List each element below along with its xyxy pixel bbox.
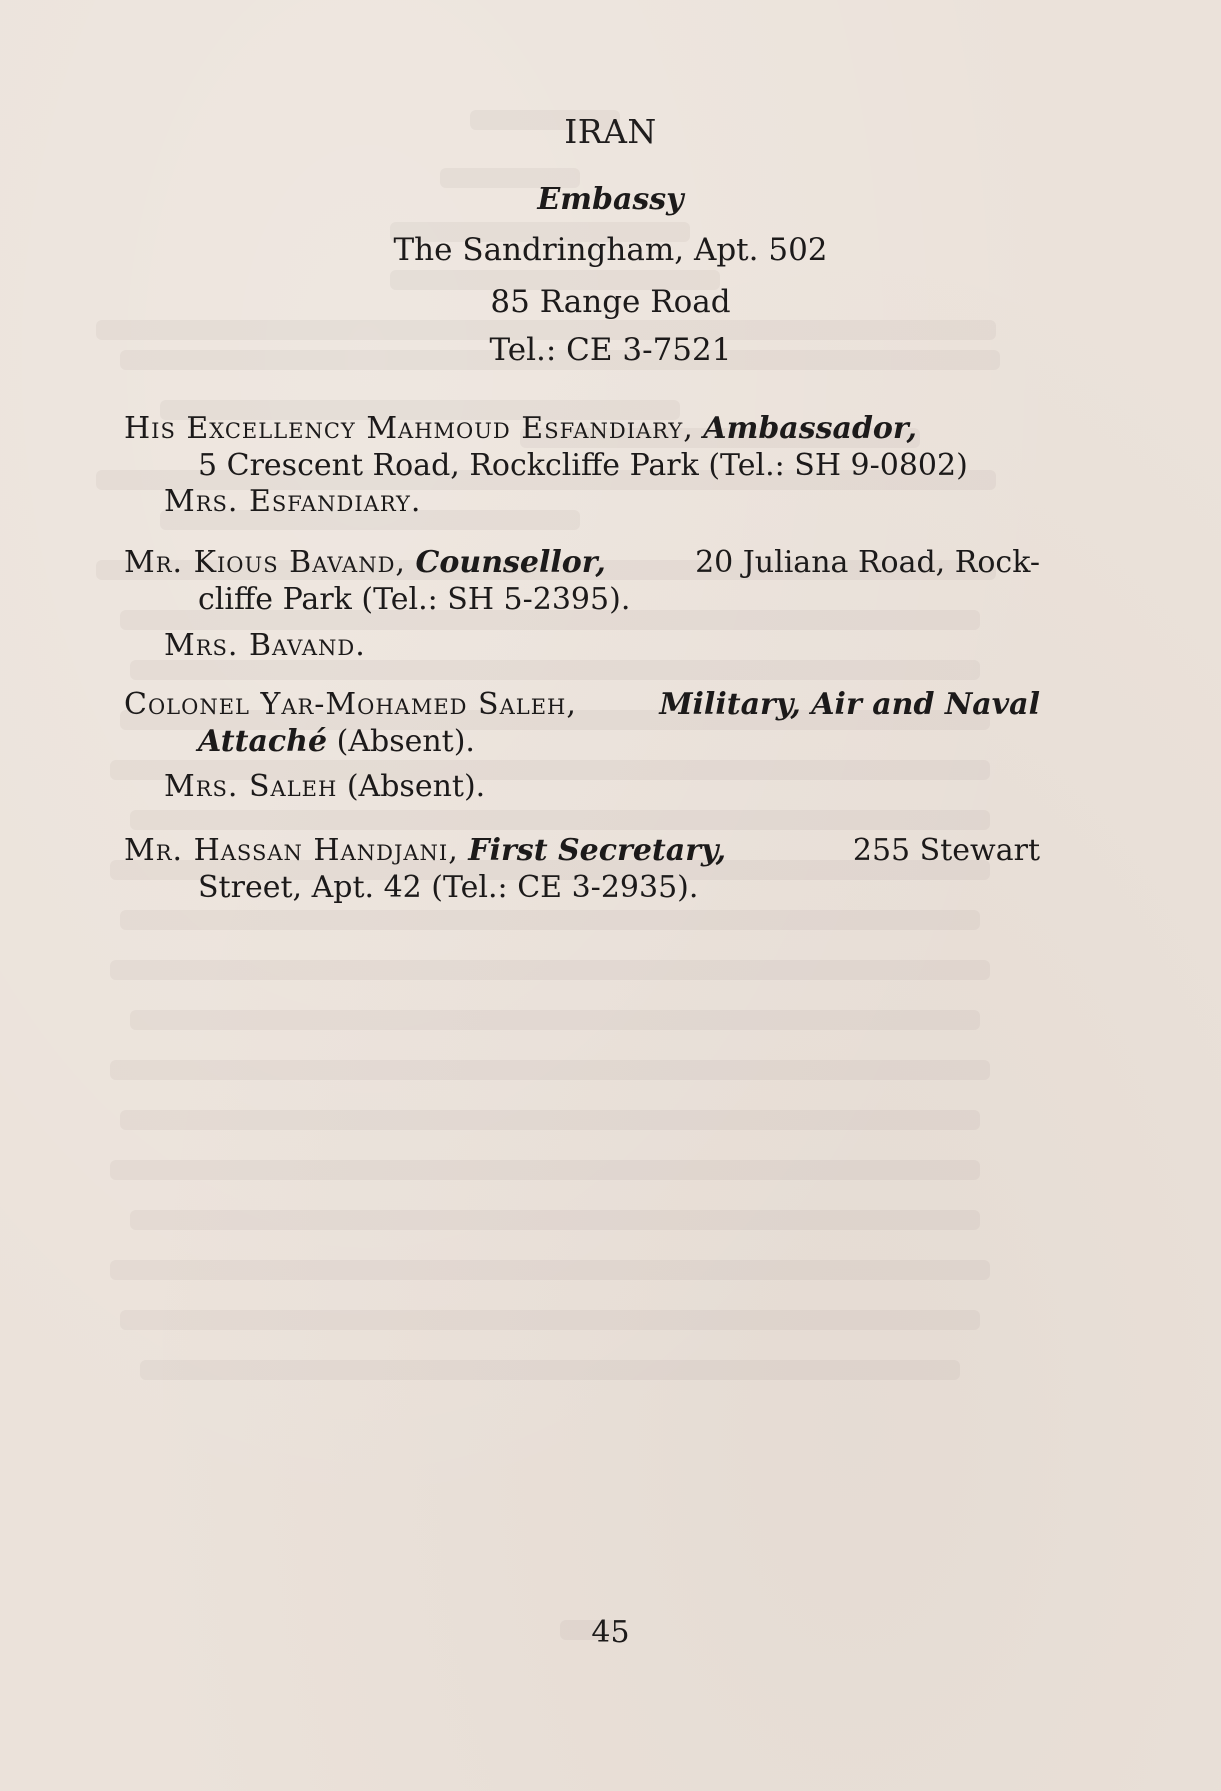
diplomat-entry-counsellor	[124, 544, 1040, 618]
absence-note: (Absent).	[346, 769, 486, 804]
entry-line-2	[124, 723, 1040, 760]
diplomat-address: cliffe Park (Tel.: SH 5-2395).	[198, 582, 631, 617]
entry-line	[124, 544, 1040, 581]
entry-line	[124, 410, 1040, 447]
diplomat-name: His Excellency Mahmoud Esfandiary,	[124, 411, 694, 446]
spouse-entry	[164, 769, 485, 804]
embassy-address-line-1: The Sandringham, Apt. 502	[393, 232, 828, 268]
diplomat-name: Mr. Kious Bavand,	[124, 545, 406, 580]
embassy-telephone: Tel.: CE 3-7521	[489, 332, 732, 368]
page-number: 45	[591, 1615, 630, 1650]
diplomat-title: First Secretary,	[468, 833, 727, 868]
name-title-group	[124, 544, 606, 581]
embassy-address-line-2: 85 Range Road	[490, 284, 731, 320]
spouse-name: Mrs. Saleh	[164, 769, 338, 804]
diplomat-title: Military, Air and Naval	[659, 687, 1040, 722]
spouse-entry	[164, 484, 421, 519]
entry-line	[124, 832, 1040, 869]
diplomat-address: 5 Crescent Road, Rockcliffe Park (Tel.: SH 9-0802)	[198, 448, 968, 483]
diplomat-entry-first-secretary	[124, 832, 1040, 906]
diplomat-entry-military-attache	[124, 686, 1040, 760]
office-type-heading: Embassy	[537, 182, 684, 217]
diplomat-name: Colonel Yar-Mohamed Saleh,	[124, 687, 577, 722]
diplomat-name: Mr. Hassan Handjani,	[124, 833, 459, 868]
diplomat-title: Ambassador,	[703, 411, 918, 446]
spouse-entry	[164, 628, 366, 663]
diplomat-address-start: 255 Stewart	[852, 833, 1040, 868]
spouse-name: Mrs. Bavand.	[164, 628, 366, 663]
name-title-group	[124, 832, 726, 869]
diplomat-address: Street, Apt. 42 (Tel.: CE 3-2935).	[198, 870, 699, 905]
absence-note: (Absent).	[336, 724, 475, 759]
diplomat-title-cont: Attaché	[198, 724, 328, 759]
country-heading: IRAN	[564, 112, 657, 151]
diplomat-entry-ambassador	[124, 410, 1040, 484]
diplomat-title: Counsellor,	[415, 545, 606, 580]
diplomat-address-start: 20 Juliana Road, Rock-	[695, 545, 1040, 580]
entry-line	[124, 686, 1040, 723]
spouse-name: Mrs. Esfandiary.	[164, 484, 422, 519]
